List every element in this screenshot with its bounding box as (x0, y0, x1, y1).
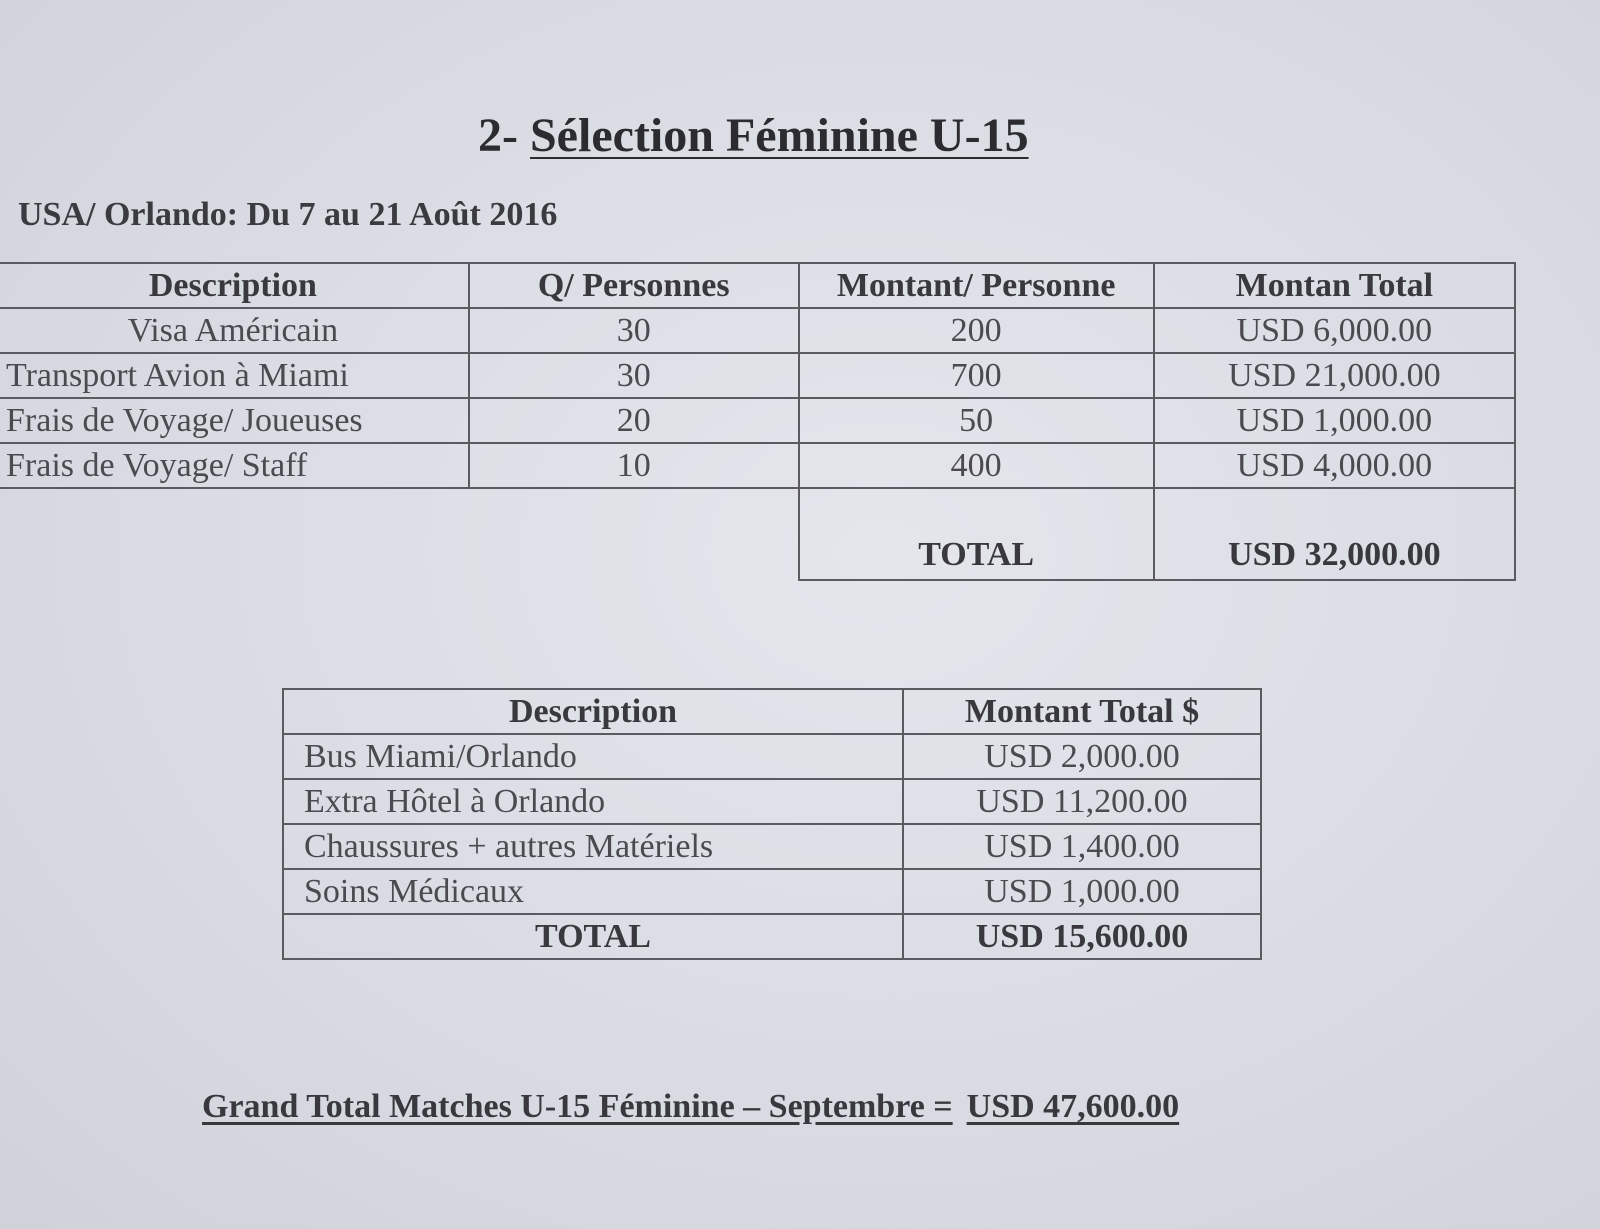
total-label: TOTAL (799, 488, 1154, 580)
grand-total (202, 1088, 1179, 1126)
trip-location-dates: USA/ Orlando: Du 7 au 21 Août 2016 (18, 196, 558, 233)
column-header-total: Montan Total (1154, 263, 1515, 308)
cell-total: USD 11,200.00 (903, 779, 1261, 824)
cell-total: USD 2,000.00 (903, 734, 1261, 779)
cell-description: Transport Avion à Miami (0, 353, 469, 398)
table-header-row (0, 263, 1515, 308)
table-header-row (283, 689, 1261, 734)
total-label: TOTAL (283, 914, 903, 959)
title-number: 2- (478, 109, 518, 162)
cell-quantity: 30 (469, 308, 799, 353)
cell-total: USD 1,000.00 (903, 869, 1261, 914)
cell-unit-amount: 200 (799, 308, 1154, 353)
table-row (283, 734, 1261, 779)
column-header-total: Montant Total $ (903, 689, 1261, 734)
additional-costs-table (282, 688, 1262, 960)
table-row (283, 824, 1261, 869)
cell-quantity: 20 (469, 398, 799, 443)
cell-description: Frais de Voyage/ Joueuses (0, 398, 469, 443)
total-value: USD 15,600.00 (903, 914, 1261, 959)
cell-unit-amount: 50 (799, 398, 1154, 443)
grand-total-value: USD 47,600.00 (966, 1088, 1180, 1125)
total-value: USD 32,000.00 (1154, 488, 1515, 580)
grand-total-label: Grand Total Matches U-15 Féminine – Septembre = (202, 1088, 953, 1125)
cell-description: Frais de Voyage/ Staff (0, 443, 469, 488)
page-title (478, 108, 1029, 163)
table-row (0, 398, 1515, 443)
table-total-row (283, 914, 1261, 959)
cell-total: USD 1,000.00 (1154, 398, 1515, 443)
column-header-unit-amount: Montant/ Personne (799, 263, 1154, 308)
cell-description: Visa Américain (0, 308, 469, 353)
column-header-description: Description (0, 263, 469, 308)
cell-unit-amount: 700 (799, 353, 1154, 398)
cell-description: Bus Miami/Orlando (283, 734, 903, 779)
title-text: Sélection Féminine U-15 (529, 109, 1029, 162)
blank-cell (0, 488, 799, 580)
cell-total: USD 6,000.00 (1154, 308, 1515, 353)
cell-total: USD 21,000.00 (1154, 353, 1515, 398)
column-header-description: Description (283, 689, 903, 734)
cell-unit-amount: 400 (799, 443, 1154, 488)
column-header-quantity: Q/ Personnes (469, 263, 799, 308)
cell-quantity: 30 (469, 353, 799, 398)
cell-total: USD 4,000.00 (1154, 443, 1515, 488)
table-row (0, 353, 1515, 398)
cell-description: Soins Médicaux (283, 869, 903, 914)
table-row (0, 443, 1515, 488)
table-total-row (0, 488, 1515, 580)
table-row (283, 869, 1261, 914)
table-row (283, 779, 1261, 824)
cell-quantity: 10 (469, 443, 799, 488)
travel-costs-table (0, 262, 1516, 581)
cell-description: Extra Hôtel à Orlando (283, 779, 903, 824)
cell-total: USD 1,400.00 (903, 824, 1261, 869)
table-row (0, 308, 1515, 353)
cell-description: Chaussures + autres Matériels (283, 824, 903, 869)
